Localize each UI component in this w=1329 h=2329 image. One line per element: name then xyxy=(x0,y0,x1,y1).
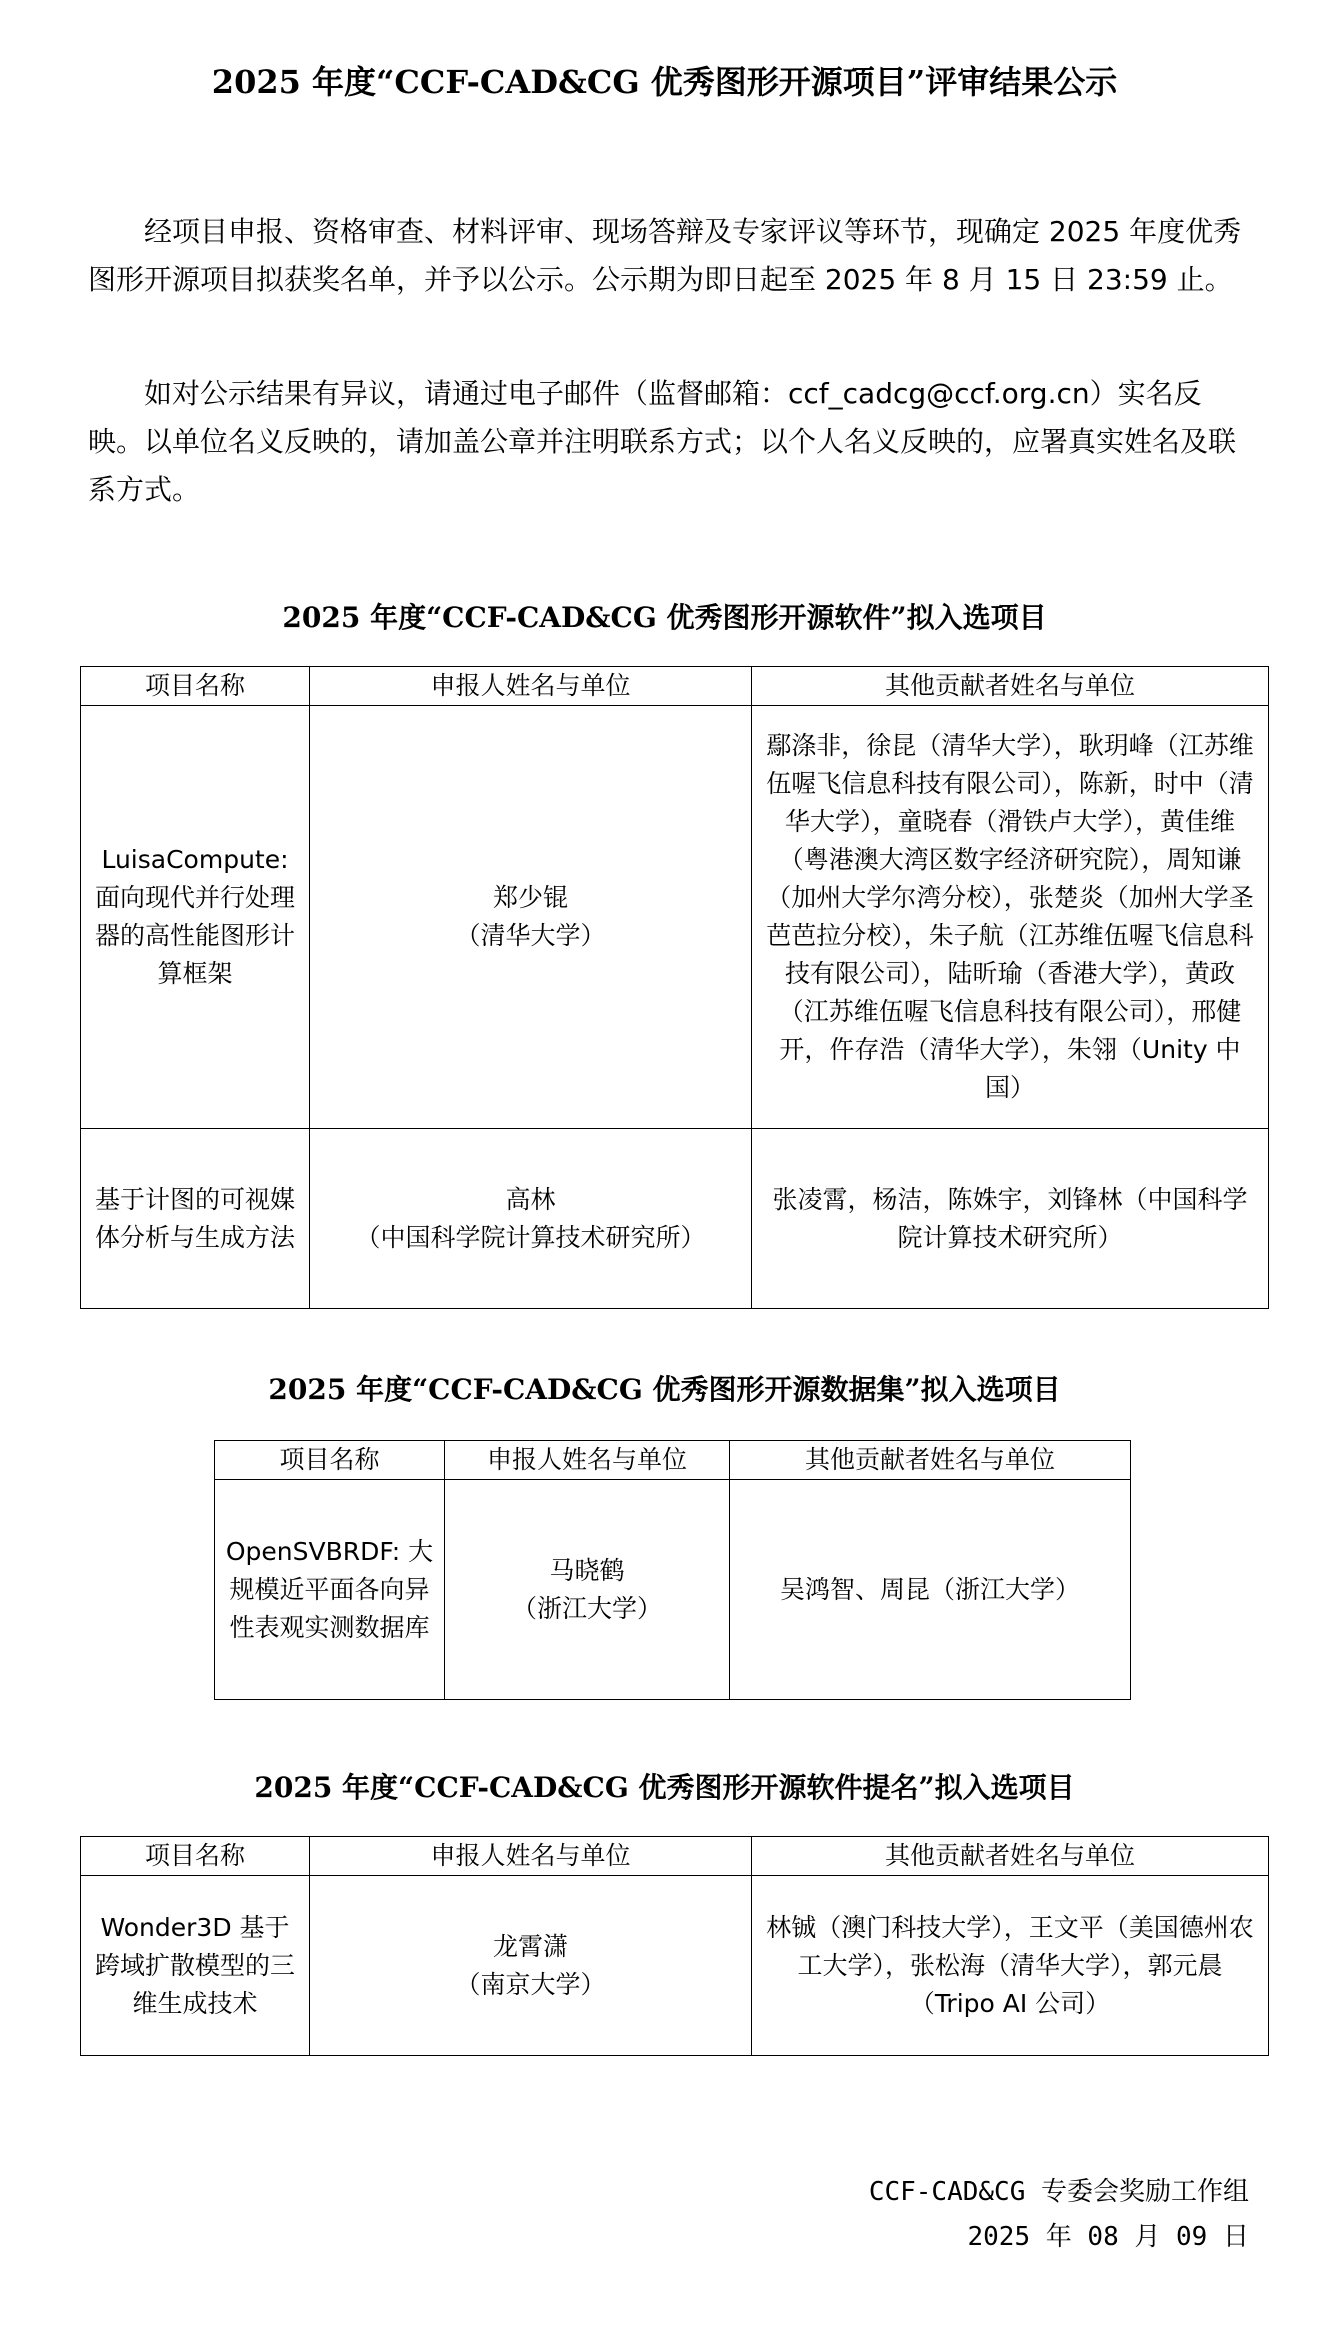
applicant-cell xyxy=(310,1876,752,2056)
table-header-row xyxy=(81,667,1269,706)
header-contributors: 其他贡献者姓名与单位 xyxy=(752,1837,1269,1876)
project-name-cell: LuisaCompute: 面向现代并行处理器的高性能图形计算框架 xyxy=(81,706,310,1129)
contributors-cell: 林铖（澳门科技大学），王文平（美国德州农工大学），张松海（清华大学），郭元晨（Tripo AI 公司） xyxy=(752,1876,1269,2056)
table-row xyxy=(81,1876,1269,2056)
header-contributors: 其他贡献者姓名与单位 xyxy=(730,1441,1131,1480)
project-name-cell: Wonder3D 基于跨域扩散模型的三维生成技术 xyxy=(81,1876,310,2056)
software-table xyxy=(80,666,1269,1309)
applicant-name: 龙霄潇 xyxy=(492,1931,568,1961)
applicant-cell xyxy=(310,706,752,1129)
applicant-name: 高林 xyxy=(505,1184,556,1214)
table-header-row xyxy=(81,1837,1269,1876)
header-contributors: 其他贡献者姓名与单位 xyxy=(752,667,1269,706)
signature-date: 2025 年 08 月 09 日 xyxy=(967,2222,1249,2252)
header-project-name: 项目名称 xyxy=(81,667,310,706)
header-applicant: 申报人姓名与单位 xyxy=(445,1441,730,1480)
section-title-software: 2025 年度“CCF-CAD&CG 优秀图形开源软件”拟入选项目 xyxy=(282,601,1047,634)
applicant-org: （中国科学院计算技术研究所） xyxy=(355,1222,706,1252)
header-project-name: 项目名称 xyxy=(81,1837,310,1876)
table-row xyxy=(215,1480,1131,1700)
project-name-cell: 基于计图的可视媒体分析与生成方法 xyxy=(81,1129,310,1309)
project-name-cell: OpenSVBRDF: 大规模近平面各向异性表观实测数据库 xyxy=(215,1480,445,1700)
nomination-table xyxy=(80,1836,1269,2056)
applicant-name: 郑少锟 xyxy=(492,883,568,912)
dataset-table xyxy=(214,1440,1131,1700)
header-applicant: 申报人姓名与单位 xyxy=(310,1837,752,1876)
paragraph-announcement: 经项目申报、资格审查、材料评审、现场答辩及专家评议等环节，现确定 2025 年度优秀图形开源项目拟获奖名单，并予以公示。公示期为即日起至 2025 年 8 月 15 日 23:59 止。 xyxy=(88,215,1242,296)
header-applicant: 申报人姓名与单位 xyxy=(310,667,752,706)
document-title: 2025 年度“CCF-CAD&CG 优秀图形开源项目”评审结果公示 xyxy=(211,63,1118,101)
table-header-row xyxy=(215,1441,1131,1480)
table-row xyxy=(81,706,1269,1129)
applicant-org: （浙江大学） xyxy=(511,1593,662,1623)
applicant-org: （南京大学） xyxy=(455,1969,606,1999)
contributors-cell: 吴鸿智、周昆（浙江大学） xyxy=(730,1480,1131,1700)
section-title-dataset: 2025 年度“CCF-CAD&CG 优秀图形开源数据集”拟入选项目 xyxy=(268,1373,1061,1406)
applicant-cell xyxy=(310,1129,752,1309)
table-row xyxy=(81,1129,1269,1309)
section-title-nomination: 2025 年度“CCF-CAD&CG 优秀图形开源软件提名”拟入选项目 xyxy=(254,1771,1075,1804)
contributors-cell: 张凌霄，杨洁，陈姝宇，刘锋林（中国科学院计算技术研究所） xyxy=(752,1129,1269,1309)
paragraph-objection: 如对公示结果有异议，请通过电子邮件（监督邮箱：ccf_cadcg@ccf.org.cn）实名反映。以单位名义反映的，请加盖公章并注明联系方式；以个人名义反映的，应署真实姓名及联系方式。 xyxy=(88,377,1237,506)
applicant-name: 马晓鹤 xyxy=(549,1555,625,1585)
header-project-name: 项目名称 xyxy=(215,1441,445,1480)
applicant-cell xyxy=(445,1480,730,1700)
applicant-org: （清华大学） xyxy=(455,921,606,950)
contributors-cell: 鄢涤非，徐昆（清华大学），耿玥峰（江苏维伍喔飞信息科技有限公司），陈新，时中（清华大学），童晓春（滑铁卢大学），黄佳维（粤港澳大湾区数字经济研究院），周知谦（加州大学尔湾分校），张楚炎（加州大学圣芭芭拉分校），朱子航（江苏维伍喔飞信息科技有限公司），陆昕瑜（香港大学），黄政（江苏维伍喔飞信息科技有限公司），邢健开，仵存浩（清华大学），朱翎（Unity 中国） xyxy=(752,706,1269,1129)
signature-org: CCF-CAD&CG 专委会奖励工作组 xyxy=(868,2177,1249,2207)
